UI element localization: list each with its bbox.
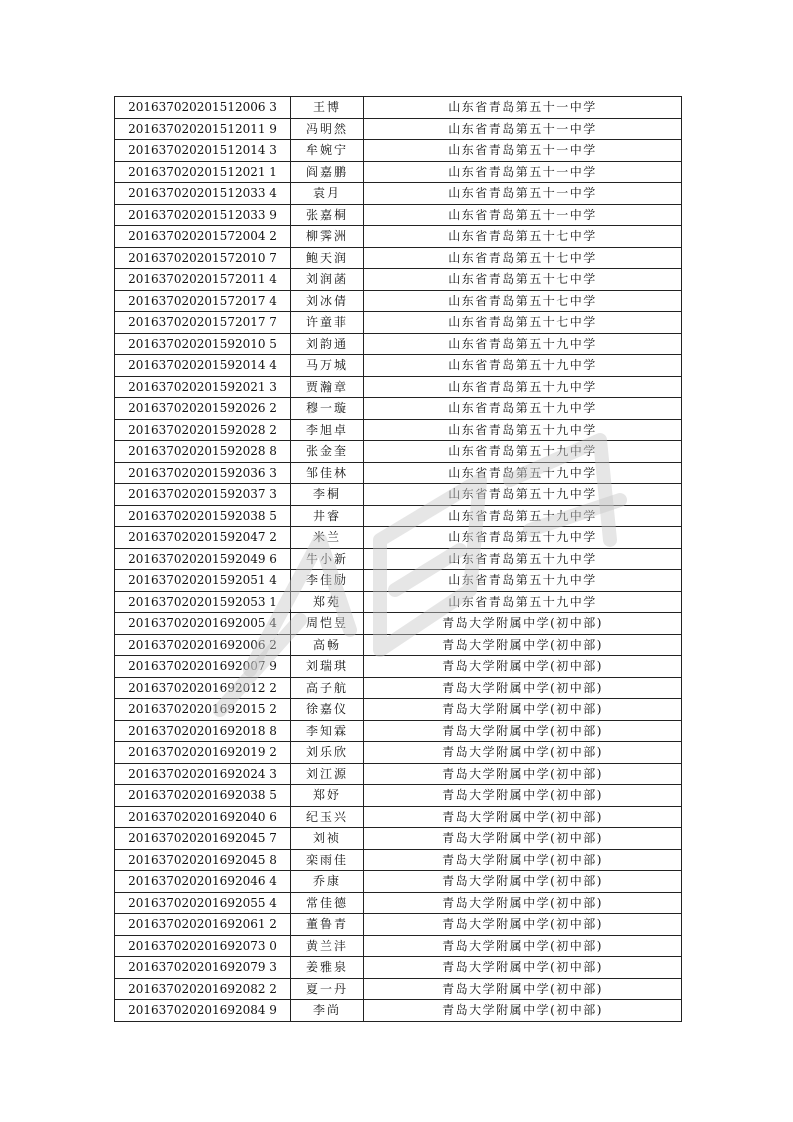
exam-id-cell: 201637020201592014 4 bbox=[115, 355, 291, 377]
table-row bbox=[115, 97, 682, 119]
exam-id-cell: 201637020201692084 9 bbox=[115, 1000, 291, 1022]
student-name-cell: 常佳德 bbox=[291, 892, 364, 914]
student-name-cell: 栾雨佳 bbox=[291, 849, 364, 871]
school-cell: 山东省青岛第五十七中学 bbox=[364, 290, 682, 312]
student-name-cell: 李桐 bbox=[291, 484, 364, 506]
school-cell: 山东省青岛第五十九中学 bbox=[364, 527, 682, 549]
student-name-cell: 郑妤 bbox=[291, 785, 364, 807]
school-cell: 青岛大学附属中学(初中部) bbox=[364, 785, 682, 807]
table-row bbox=[115, 247, 682, 269]
school-cell: 青岛大学附属中学(初中部) bbox=[364, 914, 682, 936]
student-name-cell: 张嘉桐 bbox=[291, 204, 364, 226]
school-cell: 山东省青岛第五十七中学 bbox=[364, 269, 682, 291]
school-cell: 山东省青岛第五十七中学 bbox=[364, 226, 682, 248]
table-row bbox=[115, 613, 682, 635]
school-cell: 山东省青岛第五十一中学 bbox=[364, 140, 682, 162]
exam-id-cell: 201637020201692082 2 bbox=[115, 978, 291, 1000]
table-row bbox=[115, 484, 682, 506]
table-row bbox=[115, 849, 682, 871]
student-name-cell: 刘江源 bbox=[291, 763, 364, 785]
table-row bbox=[115, 441, 682, 463]
exam-id-cell: 201637020201512006 3 bbox=[115, 97, 291, 119]
table-row bbox=[115, 398, 682, 420]
student-name-cell: 冯明然 bbox=[291, 118, 364, 140]
student-name-cell: 刘韵通 bbox=[291, 333, 364, 355]
school-cell: 青岛大学附属中学(初中部) bbox=[364, 656, 682, 678]
student-name-cell: 米兰 bbox=[291, 527, 364, 549]
student-name-cell: 柳霁洲 bbox=[291, 226, 364, 248]
student-name-cell: 刘乐欣 bbox=[291, 742, 364, 764]
table-row bbox=[115, 1000, 682, 1022]
student-name-cell: 李佳励 bbox=[291, 570, 364, 592]
exam-id-cell: 201637020201692073 0 bbox=[115, 935, 291, 957]
student-name-cell: 乔康 bbox=[291, 871, 364, 893]
exam-id-cell: 201637020201572011 4 bbox=[115, 269, 291, 291]
exam-id-cell: 201637020201692012 2 bbox=[115, 677, 291, 699]
school-cell: 青岛大学附属中学(初中部) bbox=[364, 892, 682, 914]
exam-id-cell: 201637020201692079 3 bbox=[115, 957, 291, 979]
table-row bbox=[115, 828, 682, 850]
table-row bbox=[115, 935, 682, 957]
student-name-cell: 袁月 bbox=[291, 183, 364, 205]
school-cell: 山东省青岛第五十九中学 bbox=[364, 548, 682, 570]
table-row bbox=[115, 634, 682, 656]
school-cell: 山东省青岛第五十一中学 bbox=[364, 118, 682, 140]
student-name-cell: 鲍天润 bbox=[291, 247, 364, 269]
student-roster-table bbox=[114, 96, 682, 1022]
school-cell: 青岛大学附属中学(初中部) bbox=[364, 849, 682, 871]
student-name-cell: 井睿 bbox=[291, 505, 364, 527]
school-cell: 山东省青岛第五十九中学 bbox=[364, 419, 682, 441]
school-cell: 青岛大学附属中学(初中部) bbox=[364, 957, 682, 979]
table-row bbox=[115, 355, 682, 377]
student-name-cell: 刘润菡 bbox=[291, 269, 364, 291]
student-name-cell: 穆一璇 bbox=[291, 398, 364, 420]
table-row bbox=[115, 312, 682, 334]
table-row bbox=[115, 720, 682, 742]
exam-id-cell: 201637020201692024 3 bbox=[115, 763, 291, 785]
exam-id-cell: 201637020201592010 5 bbox=[115, 333, 291, 355]
exam-id-cell: 201637020201512014 3 bbox=[115, 140, 291, 162]
student-name-cell: 纪玉兴 bbox=[291, 806, 364, 828]
table-row bbox=[115, 677, 682, 699]
table-row bbox=[115, 527, 682, 549]
exam-id-cell: 201637020201512033 9 bbox=[115, 204, 291, 226]
table-row bbox=[115, 763, 682, 785]
exam-id-cell: 201637020201692006 2 bbox=[115, 634, 291, 656]
table-row bbox=[115, 333, 682, 355]
school-cell: 青岛大学附属中学(初中部) bbox=[364, 742, 682, 764]
table-row bbox=[115, 269, 682, 291]
school-cell: 青岛大学附属中学(初中部) bbox=[364, 806, 682, 828]
school-cell: 青岛大学附属中学(初中部) bbox=[364, 935, 682, 957]
school-cell: 山东省青岛第五十七中学 bbox=[364, 247, 682, 269]
school-cell: 青岛大学附属中学(初中部) bbox=[364, 828, 682, 850]
school-cell: 山东省青岛第五十一中学 bbox=[364, 183, 682, 205]
exam-id-cell: 201637020201592038 5 bbox=[115, 505, 291, 527]
school-cell: 山东省青岛第五十九中学 bbox=[364, 570, 682, 592]
table-row bbox=[115, 914, 682, 936]
exam-id-cell: 201637020201692055 4 bbox=[115, 892, 291, 914]
school-cell: 青岛大学附属中学(初中部) bbox=[364, 1000, 682, 1022]
student-name-cell: 周恺昱 bbox=[291, 613, 364, 635]
school-cell: 山东省青岛第五十九中学 bbox=[364, 591, 682, 613]
school-cell: 山东省青岛第五十九中学 bbox=[364, 441, 682, 463]
student-name-cell: 邹佳林 bbox=[291, 462, 364, 484]
exam-id-cell: 201637020201592028 2 bbox=[115, 419, 291, 441]
exam-id-cell: 201637020201692061 2 bbox=[115, 914, 291, 936]
school-cell: 青岛大学附属中学(初中部) bbox=[364, 634, 682, 656]
student-name-cell: 李知霖 bbox=[291, 720, 364, 742]
exam-id-cell: 201637020201692018 8 bbox=[115, 720, 291, 742]
school-cell: 青岛大学附属中学(初中部) bbox=[364, 677, 682, 699]
student-name-cell: 高子航 bbox=[291, 677, 364, 699]
exam-id-cell: 201637020201572017 7 bbox=[115, 312, 291, 334]
school-cell: 青岛大学附属中学(初中部) bbox=[364, 720, 682, 742]
exam-id-cell: 201637020201692045 8 bbox=[115, 849, 291, 871]
exam-id-cell: 201637020201692045 7 bbox=[115, 828, 291, 850]
table-row bbox=[115, 118, 682, 140]
school-cell: 山东省青岛第五十九中学 bbox=[364, 462, 682, 484]
table-row bbox=[115, 591, 682, 613]
exam-id-cell: 201637020201592037 3 bbox=[115, 484, 291, 506]
exam-id-cell: 201637020201692005 4 bbox=[115, 613, 291, 635]
roster-body bbox=[115, 97, 682, 1022]
exam-id-cell: 201637020201592053 1 bbox=[115, 591, 291, 613]
exam-id-cell: 201637020201692015 2 bbox=[115, 699, 291, 721]
table-row bbox=[115, 462, 682, 484]
school-cell: 青岛大学附属中学(初中部) bbox=[364, 978, 682, 1000]
student-name-cell: 李尚 bbox=[291, 1000, 364, 1022]
exam-id-cell: 201637020201592028 8 bbox=[115, 441, 291, 463]
student-name-cell: 牟婉宁 bbox=[291, 140, 364, 162]
school-cell: 山东省青岛第五十九中学 bbox=[364, 505, 682, 527]
student-name-cell: 贾瀚章 bbox=[291, 376, 364, 398]
student-name-cell: 夏一丹 bbox=[291, 978, 364, 1000]
table-row bbox=[115, 204, 682, 226]
exam-id-cell: 201637020201692038 5 bbox=[115, 785, 291, 807]
school-cell: 青岛大学附属中学(初中部) bbox=[364, 699, 682, 721]
exam-id-cell: 201637020201512011 9 bbox=[115, 118, 291, 140]
school-cell: 山东省青岛第五十九中学 bbox=[364, 376, 682, 398]
school-cell: 山东省青岛第五十七中学 bbox=[364, 312, 682, 334]
student-name-cell: 阎嘉鹏 bbox=[291, 161, 364, 183]
table-row bbox=[115, 183, 682, 205]
exam-id-cell: 201637020201592047 2 bbox=[115, 527, 291, 549]
student-name-cell: 张金奎 bbox=[291, 441, 364, 463]
exam-id-cell: 201637020201692046 4 bbox=[115, 871, 291, 893]
student-name-cell: 许童菲 bbox=[291, 312, 364, 334]
exam-id-cell: 201637020201692007 9 bbox=[115, 656, 291, 678]
school-cell: 青岛大学附属中学(初中部) bbox=[364, 763, 682, 785]
student-name-cell: 黄兰沣 bbox=[291, 935, 364, 957]
school-cell: 青岛大学附属中学(初中部) bbox=[364, 871, 682, 893]
table-row bbox=[115, 505, 682, 527]
table-row bbox=[115, 699, 682, 721]
exam-id-cell: 201637020201692019 2 bbox=[115, 742, 291, 764]
school-cell: 山东省青岛第五十九中学 bbox=[364, 484, 682, 506]
school-cell: 青岛大学附属中学(初中部) bbox=[364, 613, 682, 635]
table-row bbox=[115, 806, 682, 828]
exam-id-cell: 201637020201572010 7 bbox=[115, 247, 291, 269]
table-row bbox=[115, 785, 682, 807]
table-row bbox=[115, 957, 682, 979]
exam-id-cell: 201637020201512021 1 bbox=[115, 161, 291, 183]
table-row bbox=[115, 978, 682, 1000]
exam-id-cell: 201637020201592026 2 bbox=[115, 398, 291, 420]
student-name-cell: 李旭卓 bbox=[291, 419, 364, 441]
exam-id-cell: 201637020201592049 6 bbox=[115, 548, 291, 570]
table-row bbox=[115, 871, 682, 893]
student-name-cell: 郑苑 bbox=[291, 591, 364, 613]
exam-id-cell: 201637020201572004 2 bbox=[115, 226, 291, 248]
school-cell: 山东省青岛第五十九中学 bbox=[364, 355, 682, 377]
student-name-cell: 姜雅泉 bbox=[291, 957, 364, 979]
student-name-cell: 徐嘉仪 bbox=[291, 699, 364, 721]
student-name-cell: 马万城 bbox=[291, 355, 364, 377]
table-row bbox=[115, 140, 682, 162]
student-name-cell: 王博 bbox=[291, 97, 364, 119]
exam-id-cell: 201637020201592051 4 bbox=[115, 570, 291, 592]
table-row bbox=[115, 161, 682, 183]
student-name-cell: 高畅 bbox=[291, 634, 364, 656]
student-name-cell: 刘祯 bbox=[291, 828, 364, 850]
student-name-cell: 刘瑞琪 bbox=[291, 656, 364, 678]
table-row bbox=[115, 656, 682, 678]
school-cell: 山东省青岛第五十一中学 bbox=[364, 161, 682, 183]
school-cell: 山东省青岛第五十九中学 bbox=[364, 398, 682, 420]
exam-id-cell: 201637020201592036 3 bbox=[115, 462, 291, 484]
exam-id-cell: 201637020201592021 3 bbox=[115, 376, 291, 398]
student-name-cell: 董鲁青 bbox=[291, 914, 364, 936]
school-cell: 山东省青岛第五十一中学 bbox=[364, 204, 682, 226]
table-row bbox=[115, 742, 682, 764]
table-row bbox=[115, 376, 682, 398]
table-row bbox=[115, 570, 682, 592]
student-name-cell: 牛小新 bbox=[291, 548, 364, 570]
student-name-cell: 刘冰倩 bbox=[291, 290, 364, 312]
exam-id-cell: 201637020201512033 4 bbox=[115, 183, 291, 205]
exam-id-cell: 201637020201692040 6 bbox=[115, 806, 291, 828]
table-row bbox=[115, 226, 682, 248]
table-row bbox=[115, 548, 682, 570]
exam-id-cell: 201637020201572017 4 bbox=[115, 290, 291, 312]
school-cell: 山东省青岛第五十一中学 bbox=[364, 97, 682, 119]
table-row bbox=[115, 892, 682, 914]
table-row bbox=[115, 290, 682, 312]
table-row bbox=[115, 419, 682, 441]
school-cell: 山东省青岛第五十九中学 bbox=[364, 333, 682, 355]
